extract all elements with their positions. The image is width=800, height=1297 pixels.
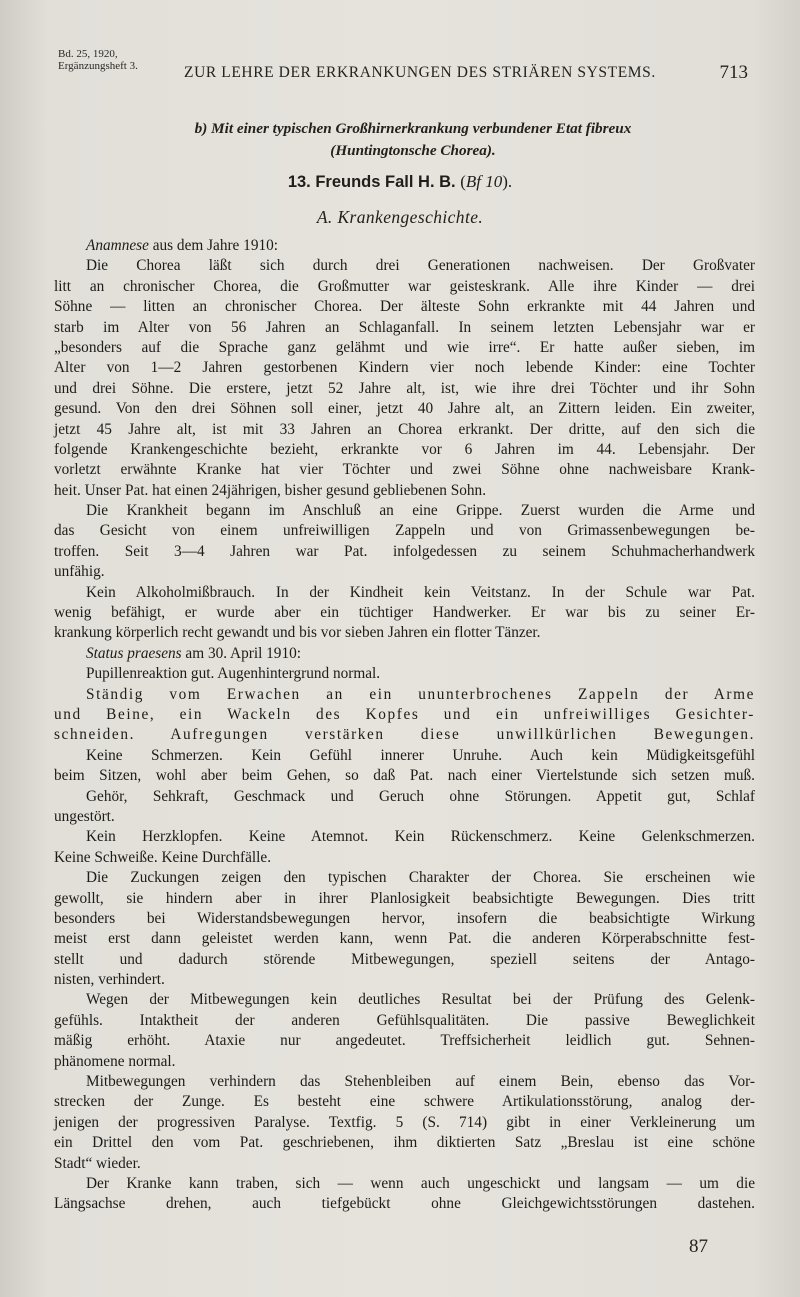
case-title — [0, 172, 800, 192]
text-line: und drei Söhne. Die erstere, jetzt 52 Jahre alt, ist, wie ihre drei Töchter und ihr Sohn — [54, 379, 755, 397]
text-line: heit. Unser Pat. hat einen 24jährigen, bisher gesund gebliebenen Sohn. — [54, 481, 487, 499]
text-line: Stadt“ wieder. — [54, 1154, 141, 1172]
text-line: Pupillenreaktion gut. Augenhintergrund normal. — [86, 665, 381, 683]
text-line: mäßig erhöht. Ataxie nur angedeutet. Treffsicherheit leidlich gut. Sehnen- — [54, 1032, 755, 1050]
text-line: Alter von 1—2 Jahren gestorbenen Kindern vier noch lebende Kinder: eine Tochter — [54, 359, 755, 377]
text-line: jenigen der progressiven Paralyse. Textfig. 5 (S. 714) gibt in einer Verkleinerung um — [54, 1113, 755, 1131]
text-line: Status praesens am 30. April 1910: — [86, 644, 302, 662]
text-line: schneiden. Aufregungen verstärken diese unwillkürlichen Bewegungen. — [54, 726, 755, 744]
text-line: Die Zuckungen zeigen den typischen Charakter der Chorea. Sie erscheinen wie — [86, 869, 755, 887]
text-line: Keine Schmerzen. Kein Gefühl innerer Unruhe. Auch kein Müdigkeitsgefühl — [86, 746, 755, 764]
subsection-heading — [82, 118, 744, 162]
text-line: besonders bei Widerstandsbewegungen hervor, insofern die beabsichtigte Wirkung — [54, 909, 755, 927]
text-line: beim Sitzen, wohl aber beim Gehen, so daß Pat. nach einer Viertelstunde sich setzen muß. — [54, 767, 755, 785]
body-text — [54, 236, 755, 1215]
text-line: Söhne — litten an chronischer Chorea. Der älteste Sohn erkrankte mit 44 Jahren und — [54, 298, 755, 316]
text-line: jetzt 45 Jahre alt, ist mit 33 Jahren an Chorea erkrankt. Der dritte, auf den sich die — [54, 420, 755, 438]
text-line: Die Chorea läßt sich durch drei Generationen nachweisen. Der Großvater — [86, 257, 755, 275]
text-line: litt an chronischer Chorea, die Großmutter war geisteskrank. Alle ihre Kinder — drei — [54, 277, 755, 295]
volume-info — [58, 48, 138, 72]
supplement-line: Ergänzungsheft 3. — [58, 60, 138, 72]
text-line: folgende Krankengeschichte bezieht, erkrankte vor 6 Jahren im 44. Lebensjahr. Der — [54, 440, 755, 458]
text-line: vorletzt erwähnte Kranke hat vier Töchter und zwei Söhne ohne nachweisbare Krank- — [54, 461, 755, 479]
text-line: meist erst dann geleistet werden kann, wenn Pat. die anderen Körperabschnitte fest- — [54, 930, 755, 948]
signature-mark: 87 — [689, 1236, 708, 1257]
subsection-heading-line1: b) Mit einer typischen Großhirnerkrankung verbundener Etat fibreux — [194, 120, 632, 137]
text-line: wenig befähigt, er wurde aber ein tüchtiger Handwerker. Er war bis zu seiner Er- — [54, 604, 755, 622]
running-title: ZUR LEHRE DER ERKRANKUNGEN DES STRIÄREN SYSTEMS. — [184, 64, 656, 81]
text-line: „besonders auf die Sprache ganz gelähmt und wie irre“. Er hatte außer sieben, im — [54, 338, 755, 356]
text-line: und Beine, ein Wackeln des Kopfes und ein unfreiwilliges Gesichter- — [54, 705, 755, 723]
text-line: Gehör, Sehkraft, Geschmack und Geruch ohne Störungen. Appetit gut, Schlaf — [86, 787, 755, 805]
text-line: gesund. Von den drei Söhnen soll einer, jetzt 40 Jahre alt, an Zittern leiden. Ein zweiter, — [54, 400, 755, 418]
text-line: unfähig. — [54, 563, 105, 581]
page-number: 713 — [719, 62, 748, 83]
text-line: krankung körperlich recht gewandt und bis vor sieben Jahren ein flotter Tänzer. — [54, 624, 541, 642]
text-line: nisten, verhindert. — [54, 971, 165, 989]
running-header — [58, 44, 748, 84]
text-line: Längsachse drehen, auch tiefgebückt ohne Gleichgewichtsstörungen dastehen. — [54, 1195, 755, 1213]
volume-line: Bd. 25, 1920, — [58, 48, 118, 60]
text-line: gefühls. Intaktheit der anderen Gefühlsqualitäten. Die passive Beweglichkeit — [54, 1011, 755, 1029]
text-line: strecken der Zunge. Es besteht eine schwere Artikulationsstörung, analog der- — [54, 1093, 755, 1111]
text-line: Kein Herzklopfen. Keine Atemnot. Kein Rückenschmerz. Keine Gelenkschmerzen. — [86, 828, 755, 846]
text-line: stellt und dadurch störende Mitbewegungen, speziell seitens der Antago- — [54, 950, 755, 968]
text-line: ungestört. — [54, 807, 115, 825]
text-line: Keine Schweiße. Keine Durchfälle. — [54, 848, 272, 866]
text-line: Die Krankheit begann im Anschluß an eine Grippe. Zuerst wurden die Arme und — [86, 502, 755, 520]
text-line: ein Drittel den vom Pat. geschriebenen, ihm diktierten Satz „Breslau ist eine schöne — [54, 1134, 755, 1152]
text-line: phänomene normal. — [54, 1052, 176, 1070]
text-line: Mitbewegungen verhindern das Stehenbleiben auf einem Bein, ebenso das Vor- — [86, 1073, 755, 1091]
text-line: Ständig vom Erwachen an ein ununterbrochenes Zappeln der Arme — [86, 685, 755, 703]
text-line: Wegen der Mitbewegungen kein deutliches Resultat bei der Prüfung des Gelenk- — [86, 991, 755, 1009]
text-line: starb im Alter von 56 Jahren an Schlaganfall. In seinem letzten Lebensjahr war er — [54, 318, 755, 336]
case-reference: (Bf 10). — [460, 172, 513, 191]
text-line: troffen. Seit 3—4 Jahren war Pat. infolgedessen zu seinem Schuhmacherhandwerk — [54, 542, 755, 560]
section-title: A. Krankengeschichte. — [316, 207, 484, 227]
case-title-text: 13. Freunds Fall H. B. — [287, 173, 456, 191]
subsection-heading-line2: (Huntingtonsche Chorea). — [330, 142, 496, 159]
text-line: das Gesicht von einem unfreiwilligen Zappeln und von Grimassenbewegungen be- — [54, 522, 755, 540]
text-line: gewollt, sie hindern aber in ihrer Planlosigkeit beabsichtigte Bewegungen. Dies tritt — [54, 889, 755, 907]
text-line: Anamnese aus dem Jahre 1910: — [86, 237, 279, 254]
text-line: Kein Alkoholmißbrauch. In der Kindheit kein Veitstanz. In der Schule war Pat. — [86, 583, 755, 601]
text-line: Der Kranke kann traben, sich — wenn auch ungeschickt und langsam — um die — [86, 1174, 755, 1192]
